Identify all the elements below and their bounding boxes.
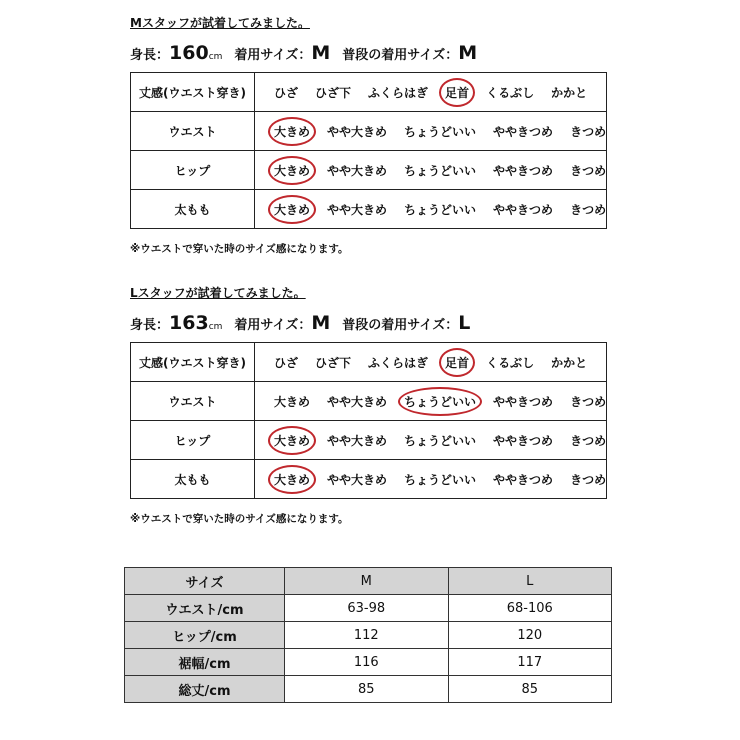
fit-option-selected: 大きめ <box>271 432 313 449</box>
fit-option: やや大きめ <box>327 472 388 487</box>
size-measure-label: 裾幅/cm <box>125 649 285 676</box>
size-measure-label: ウエスト/cm <box>125 595 285 622</box>
fit-option-selected: 足首 <box>442 84 472 101</box>
fit-options <box>255 73 607 112</box>
fit-row <box>131 190 607 229</box>
size-table-header-cell: L <box>448 568 612 595</box>
fit-options <box>255 343 607 382</box>
fit-option: ひざ下 <box>315 85 352 100</box>
try-size-label: 着用サイズ： <box>234 48 312 63</box>
fit-row-label: ウエスト <box>131 382 255 421</box>
size-measure-value: 117 <box>448 649 612 676</box>
fit-option-selected: 大きめ <box>271 201 313 218</box>
fit-option: やや大きめ <box>327 202 388 217</box>
fit-option: ひざ <box>274 85 299 100</box>
try-size-value: M <box>311 42 331 64</box>
fit-option: ややきつめ <box>493 124 554 139</box>
fit-option-selected: 足首 <box>442 354 472 371</box>
fit-row <box>131 151 607 190</box>
height-label: 身長： <box>130 318 170 333</box>
try-size-label: 着用サイズ： <box>234 318 312 333</box>
size-measure-value: 85 <box>448 676 612 703</box>
fit-option: かかと <box>551 85 588 100</box>
height-unit: cm <box>208 52 223 62</box>
fit-table <box>130 72 607 229</box>
fit-note: ※ウエストで穿いた時のサイズ感になります。 <box>130 243 349 255</box>
fit-options <box>255 112 607 151</box>
fit-option: やや大きめ <box>327 124 388 139</box>
fit-option: きつめ <box>570 124 607 139</box>
fit-options <box>255 421 607 460</box>
height-value: 160 <box>169 42 209 64</box>
fit-option-selected: 大きめ <box>271 471 313 488</box>
size-measure-label: ヒップ/cm <box>125 622 285 649</box>
fit-options <box>255 460 607 499</box>
fit-table <box>130 342 607 499</box>
fit-option-selected: 大きめ <box>271 123 313 140</box>
fit-option: ややきつめ <box>493 433 554 448</box>
fit-options <box>255 190 607 229</box>
size-table-header <box>125 568 612 595</box>
fit-row-label: 丈感(ウエスト穿き) <box>131 343 255 382</box>
size-measure-value: 120 <box>448 622 612 649</box>
size-table <box>124 567 612 703</box>
fit-option: 大きめ <box>274 394 311 409</box>
fit-option-selected: 大きめ <box>271 162 313 179</box>
fit-option: ややきつめ <box>493 202 554 217</box>
size-measure-value: 116 <box>285 649 449 676</box>
fit-option: ちょうどいい <box>404 163 477 178</box>
fit-option: ちょうどいい <box>404 472 477 487</box>
fit-row-label: 太もも <box>131 190 255 229</box>
size-table-row <box>125 676 612 703</box>
fit-option: きつめ <box>570 433 607 448</box>
fit-row-label: ヒップ <box>131 151 255 190</box>
usual-size-label: 普段の着用サイズ： <box>342 48 459 63</box>
fit-option: きつめ <box>570 472 607 487</box>
fit-row <box>131 112 607 151</box>
fit-row <box>131 382 607 421</box>
section-title: Lスタッフが試着してみました。 <box>130 286 306 300</box>
fit-option: ちょうどいい <box>404 433 477 448</box>
fit-option: ややきつめ <box>493 472 554 487</box>
fit-option: ややきつめ <box>493 394 554 409</box>
fit-option: ちょうどいい <box>404 124 477 139</box>
fit-option: きつめ <box>570 202 607 217</box>
fit-options <box>255 382 607 421</box>
fit-option: きつめ <box>570 163 607 178</box>
fit-option: くるぶし <box>486 85 535 100</box>
fit-option: ひざ <box>274 355 299 370</box>
fit-option-selected: ちょうどいい <box>401 393 479 410</box>
try-size-value: M <box>311 312 331 334</box>
height-value: 163 <box>169 312 209 334</box>
size-measure-value: 85 <box>285 676 449 703</box>
fit-option: くるぶし <box>486 355 535 370</box>
fit-row <box>131 460 607 499</box>
fit-row-label: ウエスト <box>131 112 255 151</box>
usual-size-value: M <box>458 42 478 64</box>
height-unit: cm <box>208 322 223 332</box>
fit-row-label: 太もも <box>131 460 255 499</box>
staff-measurements <box>130 42 477 64</box>
fit-row-label: ヒップ <box>131 421 255 460</box>
fit-row-label: 丈感(ウエスト穿き) <box>131 73 255 112</box>
fit-row <box>131 73 607 112</box>
fit-option: ふくらはぎ <box>368 85 429 100</box>
size-table-header-cell: M <box>285 568 449 595</box>
size-table-header-cell: サイズ <box>125 568 285 595</box>
fit-option: やや大きめ <box>327 433 388 448</box>
fit-row <box>131 421 607 460</box>
fit-option: ふくらはぎ <box>368 355 429 370</box>
fit-option: ひざ下 <box>315 355 352 370</box>
size-table-row <box>125 649 612 676</box>
fit-option: ちょうどいい <box>404 202 477 217</box>
fit-option: かかと <box>551 355 588 370</box>
fit-row <box>131 343 607 382</box>
size-measure-value: 63-98 <box>285 595 449 622</box>
usual-size-value: L <box>458 312 471 334</box>
size-table-row <box>125 595 612 622</box>
fit-options <box>255 151 607 190</box>
size-measure-value: 112 <box>285 622 449 649</box>
usual-size-label: 普段の着用サイズ： <box>342 318 459 333</box>
fit-option: やや大きめ <box>327 163 388 178</box>
size-measure-label: 総丈/cm <box>125 676 285 703</box>
height-label: 身長： <box>130 48 170 63</box>
fit-option: ややきつめ <box>493 163 554 178</box>
fit-option: やや大きめ <box>327 394 388 409</box>
fit-option: きつめ <box>570 394 607 409</box>
staff-measurements <box>130 312 470 334</box>
fit-note: ※ウエストで穿いた時のサイズ感になります。 <box>130 513 349 525</box>
section-title: Mスタッフが試着してみました。 <box>130 16 310 30</box>
size-measure-value: 68-106 <box>448 595 612 622</box>
size-table-row <box>125 622 612 649</box>
